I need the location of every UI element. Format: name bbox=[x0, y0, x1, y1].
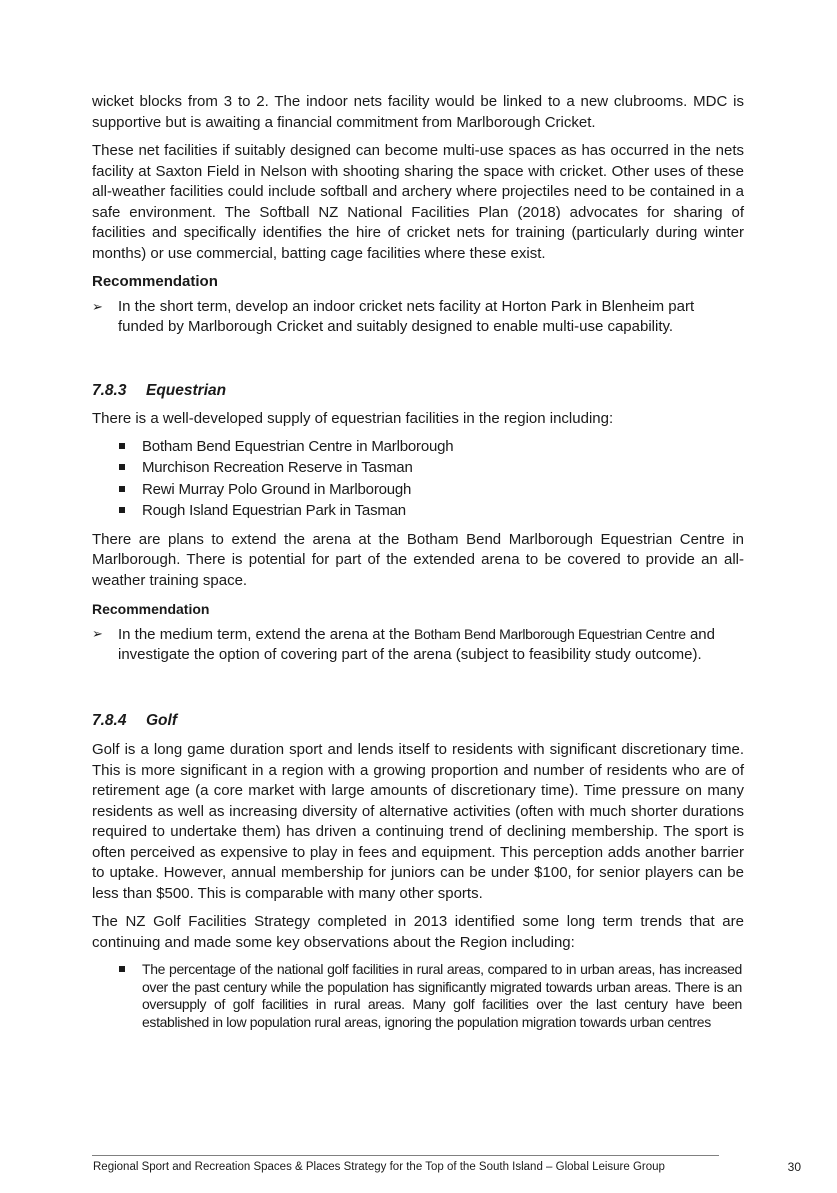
recommendation-item bbox=[92, 297, 744, 337]
recommendation-heading: Recommendation bbox=[92, 601, 210, 618]
golf-observation-list bbox=[92, 961, 744, 1031]
square-bullet-icon bbox=[119, 443, 125, 449]
list-item: Rough Island Equestrian Park in Tasman bbox=[92, 500, 744, 522]
section-title: Golf bbox=[146, 712, 177, 730]
section-heading-equestrian bbox=[92, 381, 744, 401]
arrow-bullet-icon: ➢ bbox=[92, 626, 103, 642]
paragraph-multi-use: These net facilities if suitably designed can become multi-use spaces as has occurred in the nets facility at Saxton Field in Nelson with shooting sharing the space with cricket. Other uses of these all-weather facilities could include softball and archery where projectiles need to be contained in a safe environment. The Softball NZ National Facilities Plan (2018) advocates for sharing of facilities and specifically identifies the hire of cricket nets for training (particularly during winter months) or use commercial, batting cage facilities where these exist. bbox=[92, 142, 744, 262]
recommendation-text: In the short term, develop an indoor cricket nets facility at Horton Park in Blenheim part funded by Marlborough Cricket and suitably designed to enable multi-use capability. bbox=[118, 298, 695, 335]
footer-divider bbox=[92, 1155, 719, 1156]
recommendation-heading: Recommendation bbox=[92, 273, 218, 290]
recommendation-text-continued: and investigate the option of covering part of the arena (subject to feasibility study outcome). bbox=[118, 626, 715, 664]
square-bullet-icon bbox=[119, 464, 125, 470]
section-number: 7.8.4 bbox=[92, 712, 127, 730]
square-bullet-icon bbox=[119, 966, 125, 972]
section-title: Equestrian bbox=[146, 382, 227, 399]
paragraph-golf-strategy: The NZ Golf Facilities Strategy completed in 2013 identified some long term trends that are continuing and made some key observations about the Region including: bbox=[92, 913, 744, 951]
equestrian-facility-list bbox=[92, 436, 744, 522]
section-number: 7.8.3 bbox=[92, 382, 127, 399]
list-item: The percentage of the national golf facilities in rural areas, compared to in urban areas, has increased over the past century while the population has significantly migrated towards urban areas. There is an oversupply of golf facilities in rural areas. Many golf facilities over the last century have been established in low population rural areas, ignoring the population migration towards urban centres bbox=[92, 961, 744, 1031]
recommendation-item bbox=[92, 624, 744, 665]
paragraph-cricket-intro: wicket blocks from 3 to 2. The indoor nets facility would be linked to a new clubrooms. MDC is supportive but is awaiting a financial commitment from Marlborough Cricket. bbox=[92, 93, 744, 131]
list-item: Murchison Recreation Reserve in Tasman bbox=[92, 457, 744, 479]
page-body bbox=[92, 92, 744, 1039]
footer-text: Regional Sport and Recreation Spaces & Places Strategy for the Top of the South Island – Global Leisure Group bbox=[93, 1161, 665, 1173]
list-item: Botham Bend Equestrian Centre in Marlborough bbox=[92, 436, 744, 458]
page-number: 30 bbox=[787, 1160, 801, 1174]
paragraph-golf-overview: Golf is a long game duration sport and lends itself to residents with significant discretionary time. This is more significant in a region with a growing proportion and number of residents who are of retirement age (a core market with large amounts of discretionary time). Time pressure on many residents as well as increasing diversity of alternative activities (often with much shorter durations required to undertake them) has driven a continuing trend of declining membership. The sport is often perceived as expensive to play in fees and equipment. This perception adds another barrier to uptake. However, annual membership for juniors can be under $100, for senior players can be less than $500. This is comparable with many other sports. bbox=[92, 741, 744, 902]
recommendation-text: In the medium term, extend the arena at the bbox=[118, 626, 415, 644]
paragraph-equestrian-intro: There is a well-developed supply of equestrian facilities in the region including: bbox=[92, 410, 614, 427]
square-bullet-icon bbox=[119, 486, 125, 492]
square-bullet-icon bbox=[119, 507, 125, 513]
section-heading-golf bbox=[92, 711, 744, 731]
arrow-bullet-icon: ➢ bbox=[92, 299, 103, 314]
recommendation-facility-name: Botham Bend Marlborough Equestrian Centre bbox=[414, 626, 686, 643]
paragraph-equestrian-plans: There are plans to extend the arena at the Botham Bend Marlborough Equestrian Centre in Marlborough. There is potential for part of the extended arena to be covered to provide an all-weather training space. bbox=[92, 530, 744, 589]
list-item: Rewi Murray Polo Ground in Marlborough bbox=[92, 479, 744, 501]
